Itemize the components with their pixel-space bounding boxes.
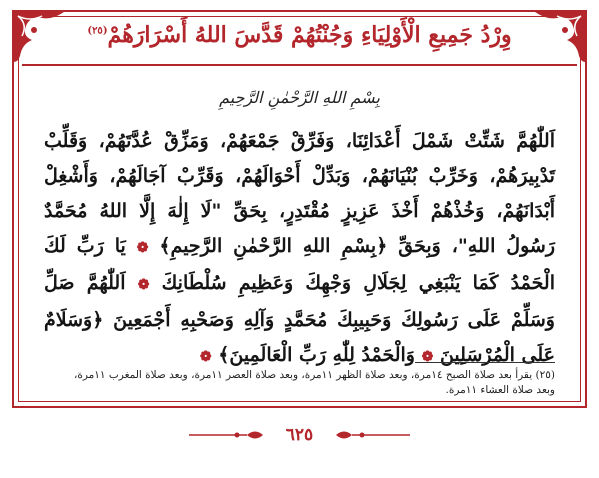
footnote-reference: (٢٥) (87, 25, 108, 37)
footer-ornament-left (187, 428, 267, 442)
prayer-line-4a: الرَّحْمٰنِ الرَّحِيمِ﴾ (159, 235, 292, 257)
prayer-line-5a: سُلْطَانِكَ (161, 272, 227, 294)
prayer-line-6c: وَالْحَمْدُ لِلّٰهِ رَبِّ الْعَالَمِينَ﴾ (218, 344, 415, 366)
chapter-header (14, 18, 585, 62)
prayer-line-1: اَللّٰهُمَّ شَتِّتْ شَمْلَ أَعْدَائِنَا، وَفَرِّقْ جَمْعَهُمْ، وَمَزِّقْ عُدَّتَهُمْ، وَقَلِّبْ تَدْبِيرَهُمْ، (44, 130, 555, 187)
prayer-line-2: وَخَرِّبْ بُنْيَانَهُمْ، وَبَدِّلْ أَحْوَالَهُمْ، وَقَرِّبْ آجَالَهُمْ، وَأَشْغِلْ أَبْدَانَهُمْ، وَخُذْهُمْ (44, 165, 555, 222)
footnote-line-1: (٢٥) يقرأ بعد صلاة الصبح ١٤مرة، وبعد صلاة الظهر ١١مرة، وبعد صلاة العصر ١١مرة، وبعد صلاة المغرب ١١مرة، (73, 369, 555, 381)
flower-separator: ❁ (137, 277, 150, 293)
prayer-line-6a: أَجْمَعِينَ (113, 309, 171, 331)
prayer-line-4b: يَا رَبِّ لَكَ الْحَمْدُ كَمَا يَنْبَغِي لِجَلَالِ وَجْهِكَ وَعَظِيمِ (44, 235, 555, 294)
flower-separator: ❁ (199, 349, 212, 365)
prayer-line-5b: اَللّٰهُمَّ صَلِّ وَسَلِّمْ عَلَى رَسُولِكَ وَحَبِيبِكَ مُحَمَّدٍ وَآلِهِ وَصَحْبِهِ (44, 272, 555, 331)
footnote-rule (415, 362, 555, 363)
flower-separator: ❁ (136, 240, 149, 256)
header-divider (22, 64, 577, 66)
prayer-line-3: أَخْذَ عَزِيزٍ مُقْتَدِرٍ، بِحَقِّ "لَا إِلٰهَ إِلَّا اللهُ مُحَمَّدٌ رَسُولُ اللهِ"، وَبِحَقِّ ﴿بِسْمِ اللهِ (44, 200, 555, 257)
flower-separator: ❁ (421, 349, 434, 365)
footnote-line-2: وبعد صلاة العشاء ١١مرة. (445, 384, 555, 396)
page-number: ٦٢٥ (285, 424, 314, 445)
basmala: بِسْمِ اللهِ الرَّحْمٰنِ الرَّحِيمِ (219, 88, 380, 107)
chapter-title-text: وِرْدُ جَمِيعِ الْأَوْلِيَاءِ وَجُنْتُهُمْ قَدَّسَ اللهُ أَسْرَارَهُمْ (107, 22, 512, 48)
prayer-line-6b: ﴿وَسَلَامٌ عَلَى الْمُرْسَلِينَ (44, 309, 555, 366)
chapter-title (87, 22, 511, 48)
footer-ornament-right (332, 428, 412, 442)
page-frame (12, 10, 587, 408)
prayer-text (44, 124, 555, 375)
page-footer (0, 424, 599, 454)
footnote (44, 368, 555, 398)
